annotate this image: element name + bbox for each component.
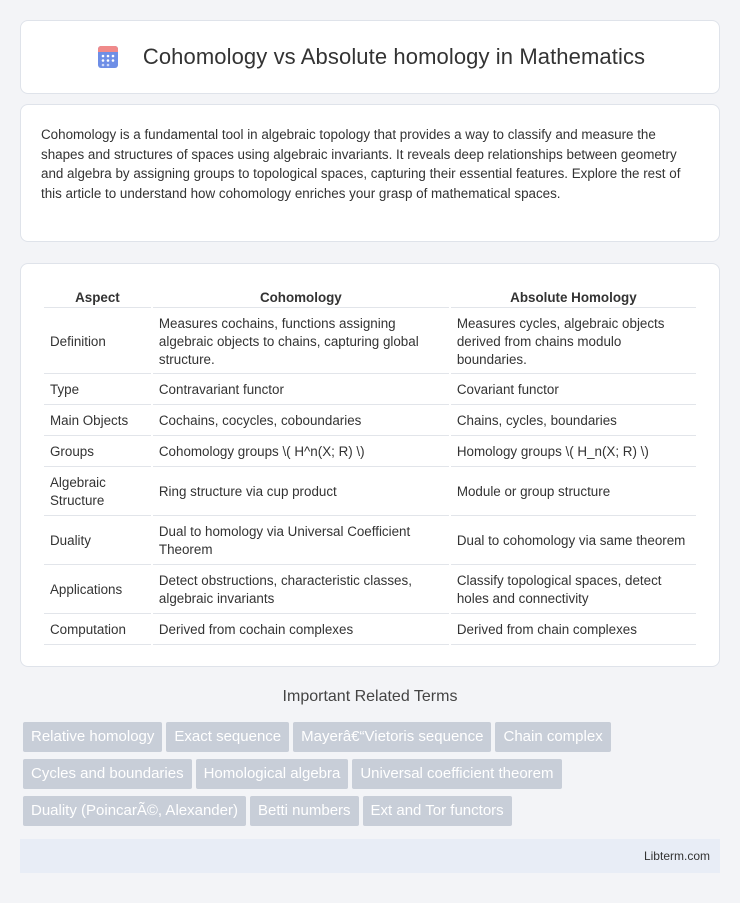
- footer: [20, 839, 720, 873]
- intro-text: Cohomology is a fundamental tool in algebraic topology that provides a way to classify and measure the shapes and structures of spaces using algebraic invariants. It reveals deep relationships between geometry and algebra by assigning groups to topological spaces, capturing their essential features. Explore the rest of this article to understand how cohomology enriches your grasp of mathematical spaces.: [41, 127, 681, 201]
- row-cohomology: Dual to homology via Universal Coefficient Theorem: [153, 518, 449, 565]
- row-cohomology: Cochains, cocycles, coboundaries: [153, 407, 449, 436]
- table-row: [44, 518, 696, 565]
- row-aspect: Type: [44, 376, 151, 405]
- table-row: [44, 469, 696, 516]
- table-row: [44, 376, 696, 405]
- related-term-tag[interactable]: Relative homology: [23, 722, 162, 752]
- comparison-table: [42, 284, 698, 647]
- document-icon: [95, 44, 121, 70]
- row-aspect: Applications: [44, 567, 151, 614]
- table-header-row: [44, 286, 696, 308]
- row-cohomology: Derived from cochain complexes: [153, 616, 449, 645]
- row-cohomology: Cohomology groups \( H^n(X; R) \): [153, 438, 449, 467]
- row-homology: Dual to cohomology via same theorem: [451, 518, 696, 565]
- related-terms-list: [23, 722, 723, 833]
- page-title: Cohomology vs Absolute homology in Mathematics: [142, 44, 646, 69]
- row-homology: Module or group structure: [451, 469, 696, 516]
- row-homology: Measures cycles, algebraic objects derived from chains modulo boundaries.: [451, 310, 696, 374]
- row-aspect: Definition: [44, 310, 151, 374]
- related-term-tag[interactable]: Exact sequence: [166, 722, 289, 752]
- related-term-tag[interactable]: Homological algebra: [196, 759, 349, 789]
- row-homology: Classify topological spaces, detect holes and connectivity: [451, 567, 696, 614]
- table-row: [44, 616, 696, 645]
- related-term-tag[interactable]: Cycles and boundaries: [23, 759, 192, 789]
- row-homology: Chains, cycles, boundaries: [451, 407, 696, 436]
- comparison-card: [20, 263, 720, 667]
- related-term-tag[interactable]: Mayerâ€“Vietoris sequence: [293, 722, 491, 752]
- table-row: [44, 407, 696, 436]
- row-aspect: Duality: [44, 518, 151, 565]
- row-aspect: Algebraic Structure: [44, 469, 151, 516]
- row-aspect: Groups: [44, 438, 151, 467]
- header-aspect: Aspect: [44, 286, 151, 308]
- header-card: [20, 20, 720, 94]
- table-row: [44, 438, 696, 467]
- related-term-tag[interactable]: Universal coefficient theorem: [352, 759, 561, 789]
- header-cohomology: Cohomology: [153, 286, 449, 308]
- related-term-tag[interactable]: Betti numbers: [250, 796, 359, 826]
- table-row: [44, 310, 696, 374]
- row-aspect: Computation: [44, 616, 151, 645]
- row-cohomology: Measures cochains, functions assigning algebraic objects to chains, capturing global structure.: [153, 310, 449, 374]
- row-homology: Covariant functor: [451, 376, 696, 405]
- related-term-tag[interactable]: Ext and Tor functors: [363, 796, 512, 826]
- header-absolute-homology: Absolute Homology: [451, 286, 696, 308]
- row-homology: Derived from chain complexes: [451, 616, 696, 645]
- related-term-tag[interactable]: Chain complex: [495, 722, 610, 752]
- intro-card: [20, 104, 720, 242]
- footer-site-link[interactable]: Libterm.com: [643, 849, 710, 863]
- row-cohomology: Contravariant functor: [153, 376, 449, 405]
- row-aspect: Main Objects: [44, 407, 151, 436]
- row-homology: Homology groups \( H_n(X; R) \): [451, 438, 696, 467]
- row-cohomology: Detect obstructions, characteristic classes, algebraic invariants: [153, 567, 449, 614]
- row-cohomology: Ring structure via cup product: [153, 469, 449, 516]
- related-terms-title: Important Related Terms: [282, 688, 458, 705]
- related-term-tag[interactable]: Duality (PoincarÃ©, Alexander): [23, 796, 246, 826]
- table-row: [44, 567, 696, 614]
